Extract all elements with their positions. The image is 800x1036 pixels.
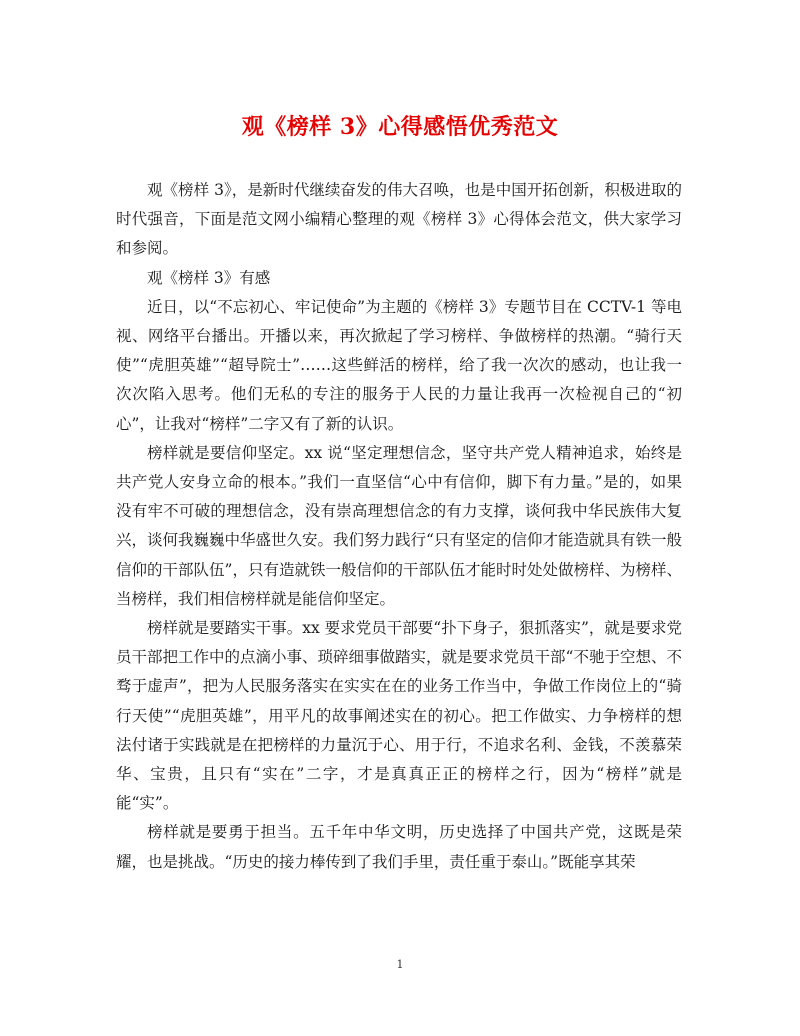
body-paragraph: 榜样就是要勇于担当。五千年中华文明，历史选择了中国共产党，这既是荣耀，也是挑战。“历史的接力棒传到了我们手里，责任重于泰山。”既能享其荣 (116, 823, 682, 871)
page-number: 1 (396, 958, 404, 971)
body-paragraph: 近日，以“不忘初心、牢记使命”为主题的《榜样 3》专题节目在 CCTV-1 等电视、网络平台播出。开播以来，再次掀起了学习榜样、争做榜样的热潮。“骑行天使”“虎胆英雄”“超导院士”……这些鲜活的榜样，给了我一次次的感动，也让我一次次陷入思考。他们无私的专注的服务于人民的力量让我再一次检视自己的“初心”，让我对“榜样”二字又有了新的认识。 (116, 297, 682, 433)
document-title: 观《榜样 3》心得感悟优秀范文 (241, 114, 559, 140)
document-body (116, 176, 682, 877)
section-heading: 观《榜样 3》有感 (147, 268, 271, 287)
body-paragraph: 榜样就是要踏实干事。xx 要求党员干部要“扑下身子，狠抓落实”，就是要求党员干部把工作中的点滴小事、琐碎细事做踏实，就是要求党员干部“不驰于空想、不骛于虚声”，把为人民服务落实在实实在在的业务工作当中，争做工作岗位上的“骑行天使”“虎胆英雄”，用平凡的故事阐述实在的初心。把工作做实、力争榜样的想法付诸于实践就是在把榜样的力量沉于心、用于行，不追求名利、金钱，不羡慕荣华、宝贵，且只有“实在”二字，才是真真正正的榜样之行，因为“榜样”就是能“实”。 (116, 619, 682, 813)
intro-paragraph: 观《榜样 3》，是新时代继续奋发的伟大召唤，也是中国开拓创新，积极进取的时代强音，下面是范文网小编精心整理的观《榜样 3》心得体会范文，供大家学习和参阅。 (116, 181, 682, 258)
body-paragraph: 榜样就是要信仰坚定。xx 说“坚定理想信念，坚守共产党人精神追求，始终是共产党人安身立命的根本。”我们一直坚信“心中有信仰，脚下有力量。”是的，如果没有牢不可破的理想信念，没有崇高理想信念的有力支撑，谈何我中华民族伟大复兴，谈何我巍巍中华盛世久安。我们努力践行“只有坚定的信仰才能造就具有铁一般信仰的干部队伍”，只有造就铁一般信仰的干部队伍才能时时处处做榜样、为榜样、当榜样，我们相信榜样就是能信仰坚定。 (116, 443, 682, 608)
